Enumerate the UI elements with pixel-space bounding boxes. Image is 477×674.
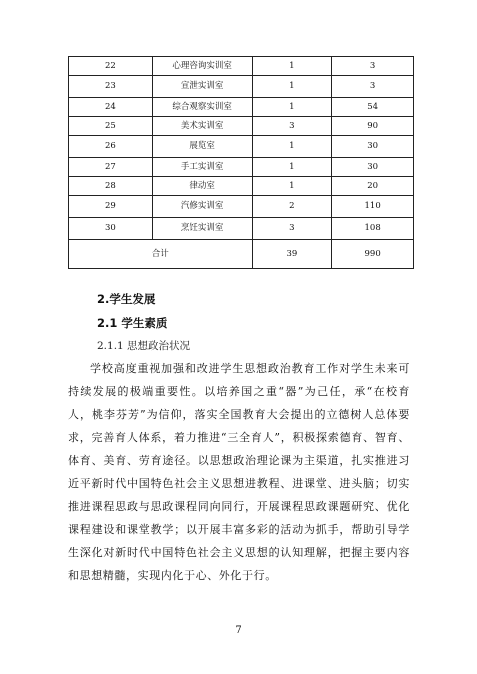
cell-no: 23 <box>69 76 153 98</box>
cell-seats: 108 <box>332 218 414 240</box>
cell-name: 烹饪实训室 <box>152 218 252 240</box>
cell-seats: 30 <box>332 136 414 158</box>
cell-seats: 30 <box>332 158 414 177</box>
cell-count: 3 <box>252 117 332 136</box>
cell-name: 综合观察实训室 <box>152 98 252 117</box>
cell-no: 22 <box>69 57 153 76</box>
cell-name: 心理咨询实训室 <box>152 57 252 76</box>
total-count: 39 <box>252 240 332 269</box>
cell-seats: 20 <box>332 177 414 196</box>
body-paragraph: 学校高度重视加强和改进学生思想政治教育工作对学生未来可持续发展的极端重要性。以培养国之重“器”为己任，承“在校育人，桃李芬芳”为信仰，落实全国教育大会提出的立德树人总体要求，完善育人体系，着力推进“三全育人”，积极探索德育、智育、体育、美育、劳育途径。以思想政治理论课为主渠道，扎实推进习近平新时代中国特色社会主义思想进教程、进课堂、进头脑；切实推进课程思政与思政课程同向同行，开展课程思政课题研究、优化课程建设和课堂教学；以开展丰富多彩的活动为抓手，帮助引导学生深化对新时代中国特色社会主义思想的认知理解，把握主要内容和思想精髓，实现内化于心、外化于行。 <box>68 362 410 582</box>
cell-no: 30 <box>69 218 153 240</box>
table-row <box>69 76 414 98</box>
section-subheading: 2.1 学生素质 <box>97 316 168 330</box>
total-seats: 990 <box>332 240 414 269</box>
table-row <box>69 177 414 196</box>
cell-count: 1 <box>252 76 332 98</box>
cell-count: 2 <box>252 196 332 218</box>
cell-name: 手工实训室 <box>152 158 252 177</box>
page-number: 7 <box>235 625 242 636</box>
cell-no: 25 <box>69 117 153 136</box>
table-total-row <box>69 240 414 269</box>
cell-seats: 54 <box>332 98 414 117</box>
training-room-table <box>68 56 414 269</box>
cell-count: 1 <box>252 98 332 117</box>
cell-count: 1 <box>252 57 332 76</box>
table-row <box>69 98 414 117</box>
cell-no: 26 <box>69 136 153 158</box>
section-subsubheading: 2.1.1 思想政治状况 <box>97 340 191 352</box>
cell-name: 汽修实训室 <box>152 196 252 218</box>
table-row <box>69 158 414 177</box>
total-label: 合计 <box>69 240 253 269</box>
cell-seats: 110 <box>332 196 414 218</box>
cell-count: 1 <box>252 177 332 196</box>
cell-name: 律动室 <box>152 177 252 196</box>
cell-name: 美术实训室 <box>152 117 252 136</box>
section-heading: 2.学生发展 <box>97 292 156 306</box>
cell-no: 28 <box>69 177 153 196</box>
cell-seats: 3 <box>332 76 414 98</box>
cell-seats: 90 <box>332 117 414 136</box>
cell-name: 宣泄实训室 <box>152 76 252 98</box>
cell-seats: 3 <box>332 57 414 76</box>
cell-count: 1 <box>252 136 332 158</box>
table-row <box>69 196 414 218</box>
cell-no: 29 <box>69 196 153 218</box>
table-row <box>69 136 414 158</box>
cell-no: 24 <box>69 98 153 117</box>
table-body <box>69 57 414 240</box>
cell-no: 27 <box>69 158 153 177</box>
cell-count: 3 <box>252 218 332 240</box>
table-row <box>69 218 414 240</box>
table-row <box>69 117 414 136</box>
table-row <box>69 57 414 76</box>
cell-name: 展览室 <box>152 136 252 158</box>
cell-count: 1 <box>252 158 332 177</box>
